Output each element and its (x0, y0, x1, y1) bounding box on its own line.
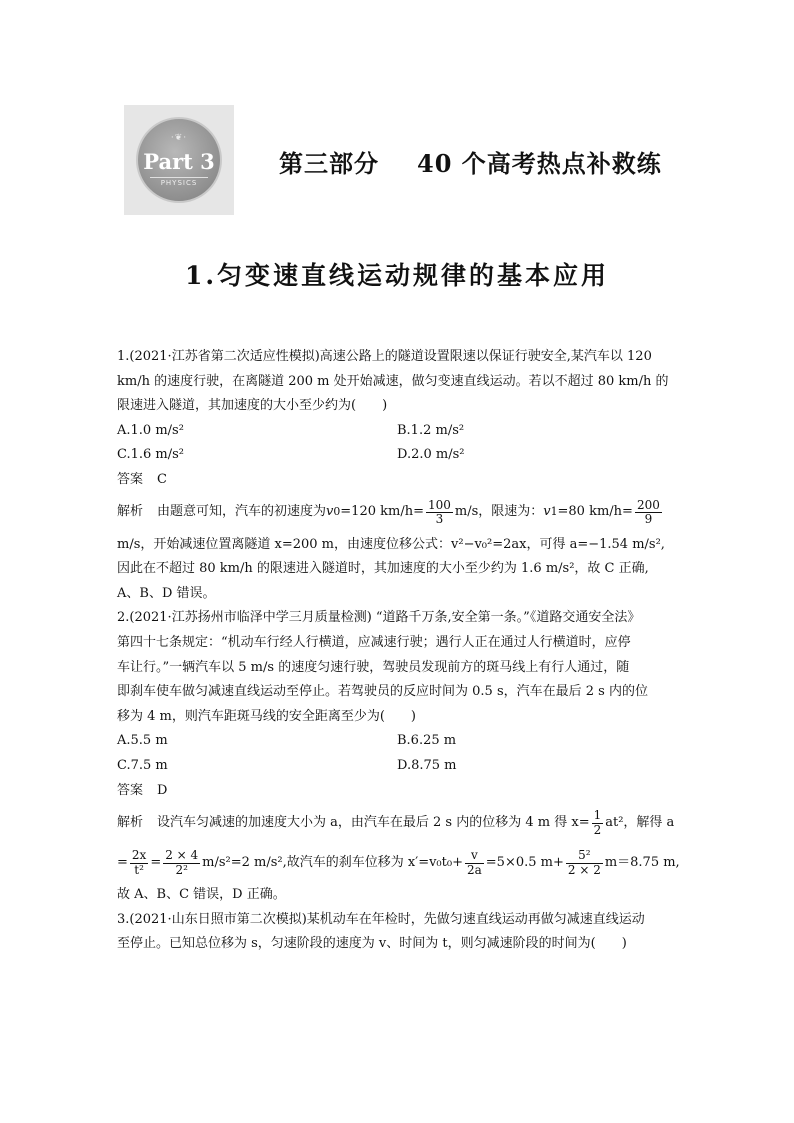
question-text-line: 车让行。”一辆汽车以 5 m/s 的速度匀速行驶，驾驶员发现前方的斑马线上有行人通过，随 (117, 659, 630, 675)
fraction-numerator: 5² (566, 849, 603, 863)
question-1 (117, 345, 677, 606)
question-text-line: 1.(2021·江苏省第二次适应性模拟)高速公路上的隧道设置限速以保证行驶安全,某汽车以 120 (117, 349, 652, 364)
question-3 (117, 908, 677, 957)
part-badge-emblem (136, 117, 222, 203)
answer-line (117, 468, 677, 493)
question-text-line: 3.(2021·山东日照市第二次模拟)某机动车在年检时，先做匀速直线运动再做匀减速直线运动 (117, 911, 645, 927)
equation-text: m/s²=2 m/s²,故汽车的刹车位移为 x′=v₀t₀+ (202, 854, 463, 870)
fraction-denominator: 2² (175, 862, 188, 877)
fraction-numerator: 1 (593, 808, 602, 823)
question-text-line: 即刹车使车做匀减速直线运动至停止。若驾驶员的反应时间为 0.5 s，汽车在最后 2 s 内的位 (117, 684, 648, 700)
answer-value: C (157, 471, 167, 487)
chapter-title: 1.匀变速直线运动规律的基本应用 (184, 261, 610, 290)
equation-text: =5×0.5 m+ (485, 854, 564, 870)
question-2 (117, 606, 680, 907)
analysis-text-line: A、B、D 错误。 (117, 585, 216, 601)
question-text-line: 至停止。已知总位移为 s，匀速阶段的速度为 v、时间为 t，则匀减速阶段的时间为( ) (117, 936, 627, 952)
options-row (117, 729, 677, 754)
analysis-text-line: 故 A、B、C 错误，D 正确。 (117, 887, 286, 903)
question-text-line: 第四十七条规定：“机动车行经人行横道，应减速行驶；遇行人正在通过人行横道时，应停 (117, 634, 631, 650)
analysis-line (117, 493, 677, 533)
options-row (117, 754, 677, 779)
option-b: B.1.2 m/s² (397, 422, 465, 438)
v0-symbol: v (326, 504, 334, 520)
fraction (566, 849, 603, 876)
fraction (426, 499, 453, 526)
answer-value: D (157, 782, 168, 798)
analysis-equation-line (117, 843, 680, 883)
answer-label: 答案 (117, 471, 144, 487)
v1-symbol: v (543, 504, 551, 520)
section-label: 第三部分 (279, 149, 379, 178)
fraction (635, 499, 662, 526)
question-text-line: 移为 4 m，则汽车距斑马线的安全距离至少为( ) (117, 708, 417, 724)
analysis-text: 设汽车匀减速的加速度大小为 a，由汽车在最后 2 s 内的位移为 4 m 得 x= (157, 814, 590, 830)
option-c: C.1.6 m/s² (117, 447, 185, 463)
question-text-line: 限速进入隧道，其加速度的大小至少约为( ) (117, 398, 388, 414)
answer-line (117, 779, 677, 804)
options-row (117, 443, 677, 468)
option-d: D.8.75 m (397, 757, 457, 773)
analysis-text: m/s，限速为： (454, 504, 544, 520)
answer-label: 答案 (117, 782, 144, 798)
analysis-line (117, 803, 677, 843)
fraction-numerator: v (465, 849, 484, 863)
v1-subscript: 1 (550, 505, 558, 519)
analysis-text: at²，解得 a (605, 814, 675, 830)
analysis-text-line: 因此在不超过 80 km/h 的限速进入隧道时，其加速度的大小至少约为 1.6 m/s²，故 C 正确, (117, 561, 649, 577)
document-body (117, 345, 680, 957)
equation-text: = (150, 854, 162, 870)
equation-text: m＝8.75 m, (604, 854, 680, 870)
option-a: A.1.0 m/s² (117, 422, 184, 438)
fraction (465, 849, 484, 876)
fraction-numerator: 100 (427, 497, 451, 512)
badge-part-label: Part 3 (143, 149, 215, 174)
part-badge (124, 105, 234, 215)
fraction (592, 809, 604, 836)
fraction-numerator: 200 (636, 497, 660, 512)
badge-subtitle: PHYSICS (160, 179, 198, 187)
analysis-text: 由题意可知，汽车的初速度为 (157, 504, 327, 520)
fraction-denominator: 3 (435, 512, 444, 527)
v1-value: =80 km/h= (557, 504, 633, 520)
fraction (163, 849, 200, 876)
analysis-label: 解析 (117, 814, 144, 830)
analysis-text-line: m/s，开始减速位置离隧道 x=200 m，由速度位移公式：v²−v₀²=2ax，可得 a=−1.54 m/s², (117, 536, 665, 552)
fraction-denominator: 2 × 2 (567, 862, 601, 877)
fraction-denominator: t² (134, 862, 144, 877)
v0-subscript: 0 (333, 505, 341, 519)
badge-ornament-icon: ·❦· (170, 133, 188, 143)
question-text-line: 2.(2021·江苏扬州市临泽中学三月质量检测) “道路千万条,安全第一条。”《道路交通安全法》 (117, 610, 641, 626)
option-b: B.6.25 m (397, 733, 457, 749)
option-d: D.2.0 m/s² (397, 447, 465, 463)
option-c: C.7.5 m (117, 757, 168, 773)
fraction (130, 849, 148, 876)
fraction-denominator: 2 (593, 822, 602, 837)
equation-text: = (117, 854, 128, 870)
section-heading (279, 144, 662, 179)
section-topic: 40 个高考热点补救练 (417, 149, 662, 178)
fraction-numerator: 2 × 4 (165, 848, 199, 863)
fraction-numerator: 2x (131, 848, 147, 863)
badge-divider (150, 177, 208, 178)
fraction-denominator: 2a (466, 862, 482, 877)
question-text-line: km/h 的速度行驶，在离隧道 200 m 处开始减速，做匀变速直线运动。若以不超过 80 km/h 的 (117, 373, 669, 389)
analysis-label: 解析 (117, 504, 144, 520)
options-row (117, 419, 677, 444)
option-a: A.5.5 m (117, 733, 168, 749)
v0-value: =120 km/h= (340, 504, 424, 520)
fraction-denominator: 9 (644, 512, 653, 527)
